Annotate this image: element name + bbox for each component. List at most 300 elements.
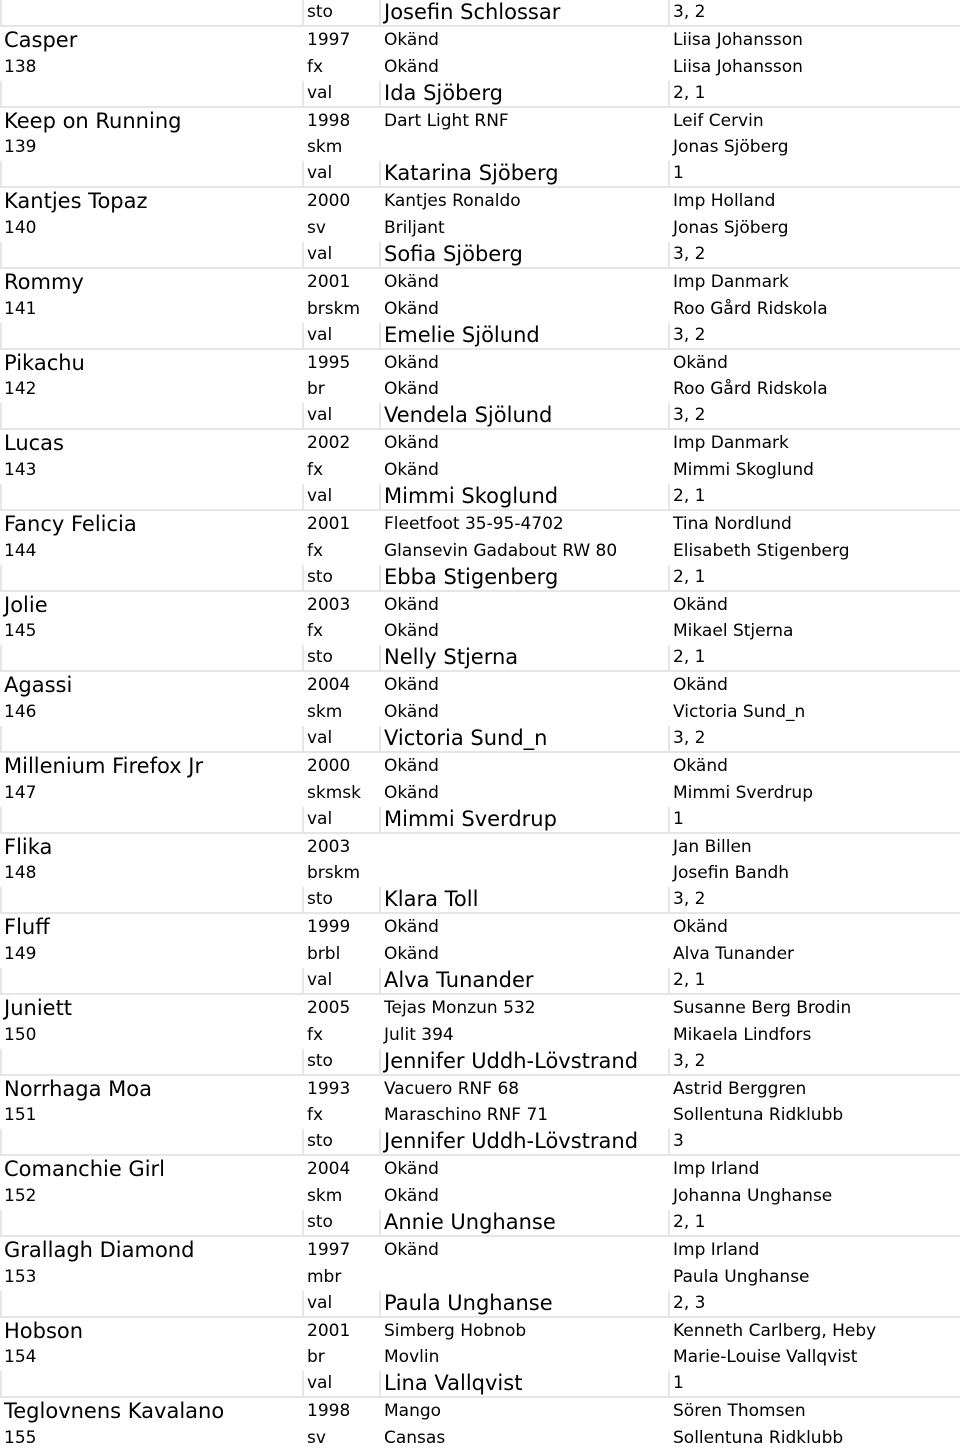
cell-divider [379, 1210, 381, 1235]
cell-divider [379, 887, 381, 912]
sire: Okänd [384, 755, 439, 776]
color-code: skm [307, 137, 343, 158]
cell-divider [668, 1210, 670, 1235]
color-code: fx [307, 621, 324, 642]
cell-divider [302, 1129, 304, 1154]
cell-divider [0, 81, 2, 106]
size-code: sto [307, 647, 333, 668]
color-code: brskm [307, 863, 361, 884]
birth-year: 1995 [307, 352, 351, 373]
cell-divider [302, 726, 304, 751]
cell-divider [302, 242, 304, 267]
rider-name: Annie Unghanse [384, 1210, 556, 1235]
breeder: Okänd [673, 755, 728, 776]
cell-divider [0, 161, 2, 186]
cell-divider [668, 726, 670, 751]
color-code: sv [307, 1428, 326, 1449]
rider-name: Mimmi Skoglund [384, 483, 559, 508]
size-code: val [307, 1292, 333, 1313]
entry-row-second [0, 1183, 960, 1210]
cell-divider [302, 565, 304, 590]
dam: Maraschino RNF 71 [384, 1105, 549, 1126]
owner: Roo Gård Ridskola [673, 379, 828, 400]
birth-year: 2004 [307, 675, 351, 696]
birth-year: 2001 [307, 513, 351, 534]
entry-row-second [0, 780, 960, 807]
color-code: brskm [307, 298, 361, 319]
birth-year: 1993 [307, 1078, 351, 1099]
breeder: Sören Thomsen [673, 1401, 806, 1422]
size-code: sto [307, 566, 333, 587]
cell-divider [302, 323, 304, 348]
sire: Fleetfoot 35-95-4702 [384, 513, 564, 534]
horse-name: Fancy Felicia [4, 511, 137, 536]
cell-divider [668, 323, 670, 348]
entry-number: 142 [4, 379, 37, 400]
breeder: Imp Holland [673, 191, 776, 212]
entry-number: 148 [4, 863, 37, 884]
cell-divider [0, 645, 2, 670]
owner: Johanna Unghanse [673, 1186, 833, 1207]
owner: Marie-Louise Vallqvist [673, 1347, 858, 1368]
horse-name: Flika [4, 834, 53, 859]
breeder: Imp Irland [673, 1159, 760, 1180]
entry-number: 147 [4, 782, 37, 803]
entry-row-first [0, 753, 960, 780]
cell-divider [302, 403, 304, 428]
size-code: val [307, 82, 333, 103]
entry-row-third [0, 1291, 960, 1318]
entry-row-first [0, 1398, 960, 1425]
rider-name: Sofia Sjöberg [384, 241, 523, 266]
size-code: sto [307, 889, 333, 910]
breeder: Okänd [673, 352, 728, 373]
entry-number: 149 [4, 944, 37, 965]
class-value: 2, 1 [673, 970, 706, 990]
rider-name: Nelly Stjerna [384, 645, 519, 670]
entry-number: 144 [4, 540, 37, 561]
rider-name: Josefin Schlossar [384, 0, 561, 24]
birth-year: 1999 [307, 917, 351, 938]
class-value: 2, 1 [673, 566, 706, 587]
birth-year: 2000 [307, 191, 351, 212]
class-value: 3, 2 [673, 324, 706, 345]
breeder: Tina Nordlund [673, 513, 792, 534]
owner: Mimmi Skoglund [673, 460, 814, 481]
sire: Mango [384, 1401, 442, 1422]
cell-divider [668, 161, 670, 186]
cell-divider [379, 968, 381, 993]
cell-divider [379, 1049, 381, 1074]
sire: Okänd [384, 271, 439, 292]
cell-divider [0, 1291, 2, 1316]
class-value: 3 [673, 1131, 684, 1152]
dam: Okänd [384, 298, 439, 319]
class-value: 2, 1 [673, 82, 706, 103]
owner: Victoria Sund_n [673, 702, 806, 723]
size-code: sto [307, 1212, 333, 1233]
entry-row-second [0, 1022, 960, 1049]
horse-name: Juniett [4, 995, 73, 1020]
cell-divider [668, 1291, 670, 1316]
entry-row-third [0, 81, 960, 108]
cell-divider [0, 0, 2, 25]
rider-name: Paula Unghanse [384, 1290, 553, 1315]
birth-year: 2004 [307, 1159, 351, 1180]
cell-divider [0, 323, 2, 348]
owner: Mimmi Sverdrup [673, 782, 813, 803]
rider-name: Ebba Stigenberg [384, 564, 559, 589]
cell-divider [668, 565, 670, 590]
dam: Okänd [384, 621, 439, 642]
cell-divider [0, 887, 2, 912]
entry-row-third [0, 1129, 960, 1156]
sire: Simberg Hobnob [384, 1320, 527, 1341]
cell-divider [379, 1291, 381, 1316]
sire: Okänd [384, 917, 439, 938]
entry-row-third [0, 242, 960, 269]
dam: Okänd [384, 379, 439, 400]
dam: Okänd [384, 944, 439, 965]
entry-row-second [0, 376, 960, 403]
entry-row-third [0, 968, 960, 995]
class-value: 1 [673, 1373, 684, 1394]
color-code: br [307, 1347, 325, 1368]
breeder: Kenneth Carlberg, Heby [673, 1320, 877, 1341]
cell-divider [668, 1049, 670, 1074]
class-value: 2, 1 [673, 647, 706, 668]
cell-divider [379, 403, 381, 428]
birth-year: 2001 [307, 1320, 351, 1341]
entry-row-first [0, 834, 960, 861]
cell-divider [302, 0, 304, 25]
birth-year: 1998 [307, 110, 351, 131]
horse-name: Lucas [4, 431, 64, 456]
entry-row-third [0, 1049, 960, 1076]
birth-year: 2000 [307, 755, 351, 776]
entry-number: 150 [4, 1024, 37, 1045]
owner: Jonas Sjöberg [673, 137, 789, 158]
owner: Mikael Stjerna [673, 621, 794, 642]
cell-divider [302, 645, 304, 670]
size-code: val [307, 727, 333, 748]
cell-divider [0, 242, 2, 267]
cell-divider [379, 645, 381, 670]
class-value: 2, 1 [673, 1212, 706, 1233]
entry-row-first [0, 511, 960, 538]
entry-row-third [0, 887, 960, 914]
horse-name: Rommy [4, 269, 84, 294]
cell-divider [668, 242, 670, 267]
cell-divider [668, 484, 670, 509]
cell-divider [379, 323, 381, 348]
entry-row-third [0, 403, 960, 430]
cell-divider [379, 726, 381, 751]
entry-row-second [0, 215, 960, 242]
entry-row-second [0, 134, 960, 161]
horse-name: Grallagh Diamond [4, 1237, 195, 1262]
color-code: fx [307, 460, 324, 481]
horse-name: Jolie [4, 592, 48, 617]
color-code: fx [307, 56, 324, 77]
sire: Okänd [384, 29, 439, 50]
horse-name: Pikachu [4, 350, 85, 375]
entry-number: 140 [4, 218, 37, 239]
rider-name: Mimmi Sverdrup [384, 806, 557, 831]
color-code: fx [307, 1105, 324, 1126]
dam: Okänd [384, 782, 439, 803]
horse-name: Norrhaga Moa [4, 1076, 152, 1101]
sire: Okänd [384, 675, 439, 696]
color-code: fx [307, 540, 324, 561]
cell-divider [379, 807, 381, 832]
entry-row-first [0, 108, 960, 135]
size-code: sto [307, 1, 333, 22]
color-code: br [307, 379, 325, 400]
rider-name: Ida Sjöberg [384, 80, 503, 105]
color-code: fx [307, 1024, 324, 1045]
rider-name: Vendela Sjölund [384, 403, 553, 428]
rider-name: Jennifer Uddh-Lövstrand [384, 1048, 639, 1073]
dam: Okänd [384, 56, 439, 77]
entry-number: 153 [4, 1266, 37, 1287]
birth-year: 2003 [307, 594, 351, 615]
rider-name: Lina Vallqvist [384, 1371, 523, 1396]
cell-divider [0, 807, 2, 832]
owner: Sollentuna Ridklubb [673, 1105, 844, 1126]
color-code: brbl [307, 944, 341, 965]
sire: Kantjes Ronaldo [384, 191, 521, 212]
dam: Movlin [384, 1347, 440, 1368]
cell-divider [379, 484, 381, 509]
entry-row-first [0, 1156, 960, 1183]
breeder: Okänd [673, 917, 728, 938]
rider-name: Klara Toll [384, 887, 479, 912]
entry-row-third [0, 484, 960, 511]
owner: Mikaela Lindfors [673, 1024, 812, 1045]
color-code: sv [307, 218, 326, 239]
entry-row-second [0, 54, 960, 81]
birth-year: 2002 [307, 433, 351, 454]
cell-divider [668, 1129, 670, 1154]
sire: Okänd [384, 594, 439, 615]
breeder: Okänd [673, 594, 728, 615]
class-value: 2, 1 [673, 485, 706, 506]
entry-row-second [0, 1345, 960, 1372]
owner: Alva Tunander [673, 944, 795, 965]
breeder: Leif Cervin [673, 110, 764, 131]
horse-name: Kantjes Topaz [4, 189, 148, 214]
class-value: 3, 2 [673, 889, 706, 910]
dam: Glansevin Gadabout RW 80 [384, 540, 618, 561]
class-value: 3, 2 [673, 1050, 706, 1071]
cell-divider [668, 968, 670, 993]
cell-divider [302, 1049, 304, 1074]
entry-row-first [0, 1076, 960, 1103]
sire: Vacuero RNF 68 [384, 1078, 520, 1099]
size-code: val [307, 243, 333, 264]
cell-divider [0, 968, 2, 993]
breeder: Okänd [673, 675, 728, 696]
size-code: val [307, 163, 333, 184]
cell-divider [302, 968, 304, 993]
entry-row-second [0, 861, 960, 888]
horse-name: Casper [4, 27, 78, 52]
cell-divider [379, 242, 381, 267]
entry-row-first [0, 592, 960, 619]
rider-name: Jennifer Uddh-Lövstrand [384, 1129, 639, 1154]
color-code: skmsk [307, 782, 361, 803]
entry-row-third [0, 161, 960, 188]
entry-row-first [0, 672, 960, 699]
entry-row-second [0, 538, 960, 565]
owner: Paula Unghanse [673, 1266, 810, 1287]
entry-row-first [0, 995, 960, 1022]
entry-number: 151 [4, 1105, 37, 1126]
class-value: 1 [673, 163, 684, 184]
birth-year: 2003 [307, 836, 351, 857]
size-code: val [307, 485, 333, 506]
horse-name: Comanchie Girl [4, 1157, 166, 1182]
class-value: 3, 2 [673, 1, 706, 22]
entry-row-first [0, 914, 960, 941]
entry-row-first [0, 1237, 960, 1264]
entry-row-second [0, 941, 960, 968]
breeder: Jan Billen [673, 836, 752, 857]
breeder: Imp Irland [673, 1239, 760, 1260]
cell-divider [668, 645, 670, 670]
entry-number: 145 [4, 621, 37, 642]
entry-number: 138 [4, 56, 37, 77]
breeder: Liisa Johansson [673, 29, 803, 50]
entry-row-first [0, 188, 960, 215]
entry-row-third [0, 565, 960, 592]
size-code: sto [307, 1050, 333, 1071]
cell-divider [302, 161, 304, 186]
horse-name: Hobson [4, 1318, 84, 1343]
cell-divider [0, 1371, 2, 1396]
cell-divider [668, 807, 670, 832]
cell-divider [379, 81, 381, 106]
dam: Cansas [384, 1428, 446, 1449]
entry-row-first [0, 430, 960, 457]
cell-divider [379, 1129, 381, 1154]
dam: Briljant [384, 218, 445, 239]
cell-divider [668, 1371, 670, 1396]
entry-row-first [0, 350, 960, 377]
entry-row-third [0, 1210, 960, 1237]
entry-row-second [0, 1264, 960, 1291]
class-value: 3, 2 [673, 405, 706, 426]
cell-divider [0, 403, 2, 428]
color-code: mbr [307, 1266, 342, 1287]
cell-divider [0, 565, 2, 590]
entry-row-second [0, 1425, 960, 1452]
cell-divider [379, 161, 381, 186]
entry-row-second [0, 618, 960, 645]
size-code: val [307, 324, 333, 345]
horse-name: Keep on Running [4, 108, 182, 133]
cell-divider [302, 81, 304, 106]
birth-year: 2001 [307, 271, 351, 292]
entry-number: 154 [4, 1347, 37, 1368]
entry-row-third [0, 645, 960, 672]
entry-row-second [0, 457, 960, 484]
entry-number: 141 [4, 298, 37, 319]
breeder: Susanne Berg Brodin [673, 997, 852, 1018]
dam: Okänd [384, 460, 439, 481]
rider-name: Victoria Sund_n [384, 725, 548, 750]
cell-divider [379, 565, 381, 590]
cell-divider [0, 726, 2, 751]
birth-year: 1998 [307, 1401, 351, 1422]
entry-row-second [0, 1103, 960, 1130]
horse-name: Teglovnens Kavalano [4, 1399, 225, 1424]
entry-row-second [0, 296, 960, 323]
size-code: val [307, 1373, 333, 1394]
entry-number: 139 [4, 137, 37, 158]
size-code: sto [307, 1131, 333, 1152]
sire: Tejas Monzun 532 [384, 997, 536, 1018]
entry-number: 146 [4, 702, 37, 723]
color-code: skm [307, 1186, 343, 1207]
cell-divider [668, 887, 670, 912]
sire: Okänd [384, 1239, 439, 1260]
entry-row-third [0, 323, 960, 350]
entry-number: 143 [4, 460, 37, 481]
horse-name: Fluff [4, 915, 50, 940]
color-code: skm [307, 702, 343, 723]
cell-divider [302, 1371, 304, 1396]
birth-year: 2005 [307, 997, 351, 1018]
sire: Okänd [384, 352, 439, 373]
entry-row-third [0, 807, 960, 834]
entry-row-second [0, 699, 960, 726]
entry-row-first [0, 1318, 960, 1345]
size-code: val [307, 405, 333, 426]
birth-year: 1997 [307, 1239, 351, 1260]
rider-name: Alva Tunander [384, 968, 534, 992]
class-value: 2, 3 [673, 1292, 706, 1313]
size-code: val [307, 970, 333, 990]
cell-divider [302, 807, 304, 832]
cell-divider [302, 1291, 304, 1316]
entry-row-first [0, 269, 960, 296]
size-code: val [307, 808, 333, 829]
rider-name: Emelie Sjölund [384, 322, 540, 347]
owner: Elisabeth Stigenberg [673, 540, 850, 561]
owner: Liisa Johansson [673, 56, 803, 77]
owner: Roo Gård Ridskola [673, 298, 828, 319]
entry-number: 152 [4, 1186, 37, 1207]
cell-divider [302, 887, 304, 912]
entry-row-partial [0, 0, 960, 27]
cell-divider [668, 0, 670, 25]
cell-divider [0, 1049, 2, 1074]
dam: Julit 394 [384, 1024, 454, 1045]
owner: Josefin Bandh [673, 863, 790, 884]
cell-divider [0, 484, 2, 509]
owner: Jonas Sjöberg [673, 218, 789, 239]
cell-divider [302, 484, 304, 509]
entry-number: 155 [4, 1428, 37, 1449]
cell-divider [0, 1210, 2, 1235]
dam: Okänd [384, 1186, 439, 1207]
entry-row-first [0, 27, 960, 54]
breeder: Imp Danmark [673, 433, 789, 454]
owner: Sollentuna Ridklubb [673, 1428, 844, 1449]
cell-divider [379, 0, 381, 25]
